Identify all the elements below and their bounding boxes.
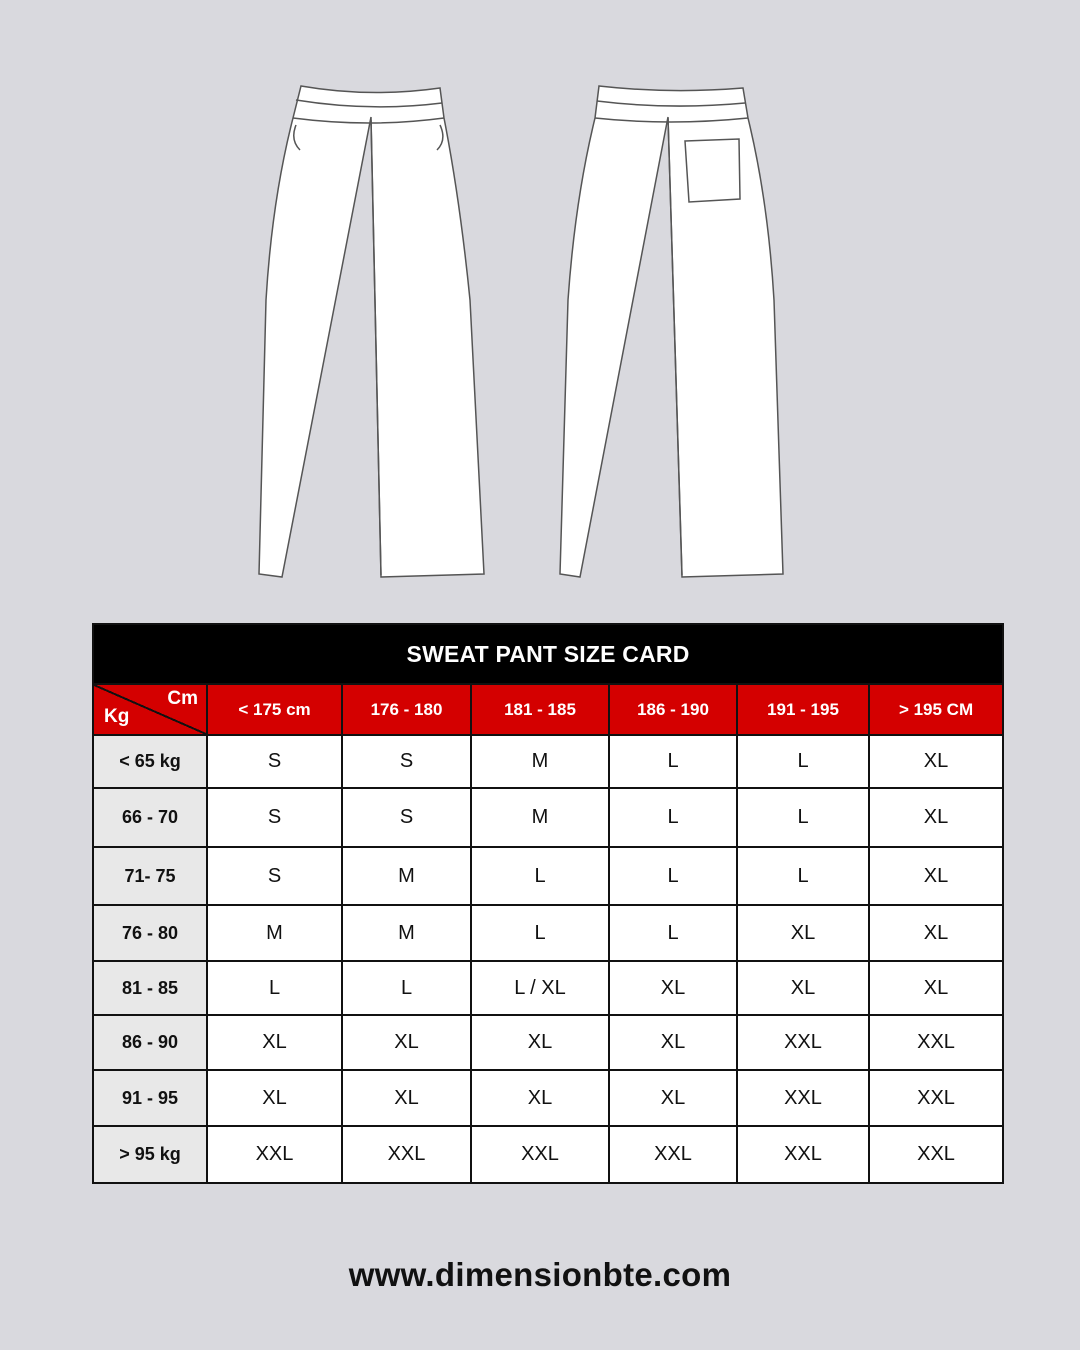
table-row: [93, 1126, 1003, 1183]
table-row: [93, 1015, 1003, 1070]
size-cell: M: [471, 735, 609, 788]
size-cell: XXL: [609, 1126, 737, 1183]
size-cell: XL: [609, 1015, 737, 1070]
size-cell: XXL: [737, 1070, 869, 1126]
table-row: [93, 961, 1003, 1015]
column-header: > 195 CM: [869, 684, 1003, 735]
website-link[interactable]: www.dimensionbte.com: [348, 1256, 732, 1293]
pants-illustration: [0, 0, 1080, 600]
size-cell: XXL: [471, 1126, 609, 1183]
size-cell: XL: [609, 961, 737, 1015]
size-cell: XL: [342, 1015, 471, 1070]
table-row: [93, 735, 1003, 788]
size-cell: M: [207, 905, 342, 961]
size-cell: XL: [342, 1070, 471, 1126]
sweatpant-front-icon: [259, 86, 484, 577]
table-row: [93, 1070, 1003, 1126]
table-title: SWEAT PANT SIZE CARD: [93, 624, 1003, 684]
size-cell: XXL: [869, 1126, 1003, 1183]
column-header: 181 - 185: [471, 684, 609, 735]
size-cell: XXL: [342, 1126, 471, 1183]
size-cell: M: [342, 905, 471, 961]
column-header: < 175 cm: [207, 684, 342, 735]
row-header: 86 - 90: [93, 1015, 207, 1070]
size-cell: XL: [737, 905, 869, 961]
size-cell: XXL: [207, 1126, 342, 1183]
size-cell: XL: [869, 905, 1003, 961]
sweatpant-back-icon: [560, 86, 783, 577]
row-header: < 65 kg: [93, 735, 207, 788]
size-cell: XL: [207, 1070, 342, 1126]
column-header: 191 - 195: [737, 684, 869, 735]
size-cell: S: [207, 788, 342, 847]
corner-cm-label: Cm: [167, 688, 198, 709]
size-cell: L: [609, 788, 737, 847]
size-cell: L: [609, 905, 737, 961]
corner-header: [93, 684, 207, 735]
size-cell: L: [342, 961, 471, 1015]
row-header: 81 - 85: [93, 961, 207, 1015]
size-table: [92, 623, 1004, 1184]
size-cell: S: [342, 735, 471, 788]
corner-kg-label: Kg: [104, 706, 130, 727]
size-cell: L / XL: [471, 961, 609, 1015]
size-cell: L: [609, 735, 737, 788]
size-cell: L: [737, 788, 869, 847]
size-cell: XL: [869, 788, 1003, 847]
size-cell: XL: [869, 735, 1003, 788]
size-cell: XL: [471, 1070, 609, 1126]
size-cell: L: [471, 847, 609, 905]
size-cell: XL: [609, 1070, 737, 1126]
size-cell: XXL: [869, 1070, 1003, 1126]
size-cell: L: [471, 905, 609, 961]
size-cell: XL: [471, 1015, 609, 1070]
size-cell: XXL: [737, 1126, 869, 1183]
size-cell: S: [207, 847, 342, 905]
table-row: [93, 905, 1003, 961]
size-cell: XL: [737, 961, 869, 1015]
size-cell: XL: [207, 1015, 342, 1070]
size-cell: L: [737, 735, 869, 788]
size-cell: M: [342, 847, 471, 905]
table-row: [93, 847, 1003, 905]
row-header: > 95 kg: [93, 1126, 207, 1183]
size-cell: XXL: [737, 1015, 869, 1070]
row-header: 76 - 80: [93, 905, 207, 961]
size-cell: L: [737, 847, 869, 905]
row-header: 91 - 95: [93, 1070, 207, 1126]
row-header: 66 - 70: [93, 788, 207, 847]
size-cell: M: [471, 788, 609, 847]
size-cell: XL: [869, 961, 1003, 1015]
table-row: [93, 788, 1003, 847]
column-header: 176 - 180: [342, 684, 471, 735]
size-cell: L: [609, 847, 737, 905]
size-cell: L: [207, 961, 342, 1015]
size-cell: S: [207, 735, 342, 788]
size-cell: XL: [869, 847, 1003, 905]
size-cell: XXL: [869, 1015, 1003, 1070]
size-cell: S: [342, 788, 471, 847]
column-header: 186 - 190: [609, 684, 737, 735]
row-header: 71- 75: [93, 847, 207, 905]
